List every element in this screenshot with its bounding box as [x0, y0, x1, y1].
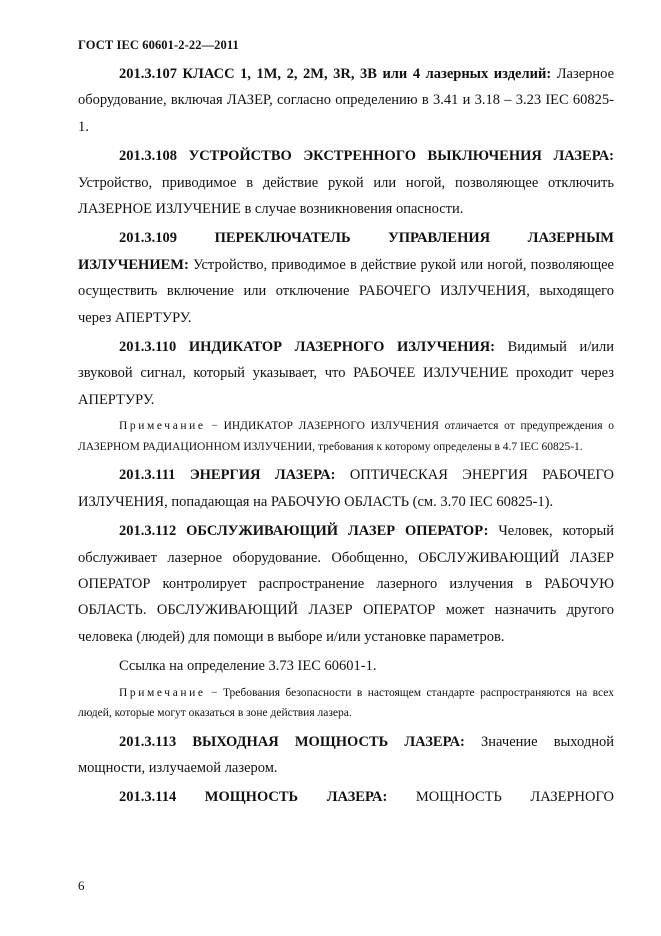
document-header: ГОСТ IEC 60601-2-22—2011	[78, 38, 239, 52]
definition-111	[78, 462, 614, 515]
term-definition: Видимый и/или звуковой сигнал, который указывает, что РАБОЧЕЕ ИЗЛУЧЕНИЕ проходит через АПЕРТУРУ.	[78, 339, 615, 408]
definition-107	[78, 61, 614, 140]
page-body	[78, 61, 614, 814]
reference-line: Ссылка на определение 3.73 IEC 60601-1.	[119, 658, 377, 675]
term-title: 201.3.107 КЛАСС 1, 1М, 2, 2М, 3R, 3В или 4 лазерных изделий:	[119, 66, 552, 82]
definition-112	[78, 518, 614, 650]
term-title: 201.3.110 ИНДИКАТОР ЛАЗЕРНОГО ИЗЛУЧЕНИЯ:	[119, 339, 495, 356]
definition-109	[78, 225, 614, 331]
term-title: 201.3.114 МОЩНОСТЬ ЛАЗЕРА:	[119, 789, 388, 806]
term-title: 201.3.112 ОБСЛУЖИВАЮЩИЙ ЛАЗЕР ОПЕРАТОР:	[119, 523, 489, 540]
term-title: 201.3.111 ЭНЕРГИЯ ЛАЗЕРА:	[119, 467, 336, 484]
term-definition: Значение выходной мощности, излучаемой лазером.	[78, 733, 614, 776]
term-title: 201.3.108 УСТРОЙСТВО ЭКСТРЕННОГО ВЫКЛЮЧЕНИЯ ЛАЗЕРА:	[119, 148, 614, 165]
definition-110	[78, 334, 614, 413]
term-definition: Устройство, приводимое в действие рукой или ногой, позволяющее отключить ЛАЗЕРНОЕ ИЗЛУЧЕНИЕ в случае возникновения опасности.	[78, 174, 614, 218]
definition-113	[78, 729, 614, 782]
note-text: − Требования безопасности в настоящем стандарте распространяются на всех людей, которые могут оказаться в зоне действия лазера.	[78, 686, 614, 720]
page-number: 6	[78, 878, 85, 893]
term-definition: Лазерное оборудование, включая ЛАЗЕР, согласно определению в 3.41 и 3.18 – 3.23 IEC 60825-1.	[78, 66, 614, 135]
note-safety	[78, 683, 614, 724]
note-label: Примечание	[119, 420, 206, 433]
term-title: 201.3.113 ВЫХОДНАЯ МОЩНОСТЬ ЛАЗЕРА:	[119, 733, 465, 750]
term-definition: МОЩНОСТЬ ЛАЗЕРНОГО	[387, 789, 614, 806]
term-definition: Человек, который обслуживает лазерное оборудование. Обобщенно, ОБСЛУЖИВАЮЩИЙ ЛАЗЕР ОПЕРАТОР контролирует распространение лазерного излучения в РАБОЧУЮ ОБЛАСТЬ. ОБСЛУЖИВАЮЩИЙ ЛАЗЕР ОПЕРАТОР может назначить другого человека (людей) для помощи в выборе и/или установке параметров.	[78, 523, 614, 645]
note-text: − ИНДИКАТОР ЛАЗЕРНОГО ИЗЛУЧЕНИЯ отличается от предупреждения о ЛАЗЕРНОМ РАДИАЦИОННОМ ИЗЛУЧЕНИИ, требования к которому определены в 4.7 IEC 60825-1.	[78, 420, 614, 453]
note-label: Примечание	[119, 686, 206, 699]
term-definition: Устройство, приводимое в действие рукой или ногой, позволяющее осуществить включение или отключение РАБОЧЕГО ИЗЛУЧЕНИЯ, выходящего через АПЕРТУРУ.	[78, 256, 614, 326]
note-laser-indicator	[78, 416, 614, 457]
term-title: 201.3.109 ПЕРЕКЛЮЧАТЕЛЬ УПРАВЛЕНИЯ ЛАЗЕРНЫМ ИЗЛУЧЕНИЕМ:	[78, 230, 614, 273]
term-definition: ОПТИЧЕСКАЯ ЭНЕРГИЯ РАБОЧЕГО ИЗЛУЧЕНИЯ, попадающая на РАБОЧУЮ ОБЛАСТЬ (см. 3.70 IEC 60825-1).	[78, 467, 614, 510]
definition-108	[78, 143, 614, 222]
definition-114	[78, 784, 614, 810]
